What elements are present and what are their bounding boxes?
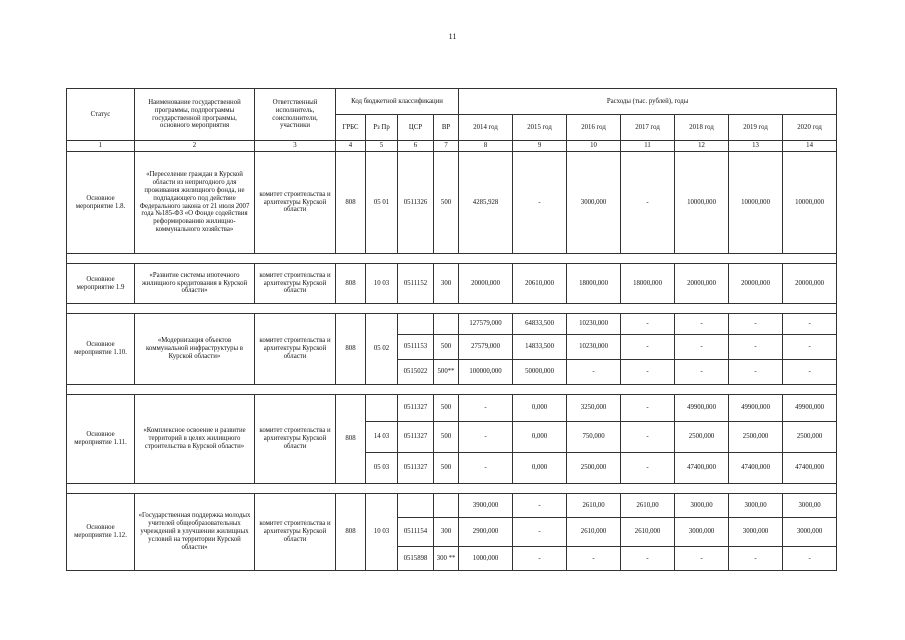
row-value: - bbox=[513, 494, 567, 518]
table-row bbox=[67, 395, 837, 422]
row-rzpr: 10 03 bbox=[366, 264, 398, 304]
row-value: - bbox=[621, 453, 675, 484]
row-value: 3000,000 bbox=[567, 152, 621, 254]
header-expenses: Расходы (тыс. рублей), годы bbox=[459, 89, 837, 115]
row-value: - bbox=[621, 335, 675, 360]
row-value: 0,000 bbox=[513, 395, 567, 422]
row-value: 10230,000 bbox=[567, 335, 621, 360]
row-responsible: комитет строительства и архитектуры Курской области bbox=[255, 395, 336, 484]
row-value: 10000,000 bbox=[783, 152, 837, 254]
row-csr: 0511327 bbox=[398, 453, 434, 484]
row-value: 127579,000 bbox=[459, 314, 513, 335]
row-name: «Переселение граждан в Курской области из непригодного для проживания жилищного фонда, не подпадающего под действие Федерального закона от 21 июля 2007 года №185-ФЗ «О Фонде содействия реформированию жилищно-коммунального хозяйства» bbox=[135, 152, 255, 254]
row-value: - bbox=[513, 547, 567, 571]
row-value: 27579,000 bbox=[459, 335, 513, 360]
row-value: 4285,928 bbox=[459, 152, 513, 254]
row-csr: 0511327 bbox=[398, 395, 434, 422]
column-number: 9 bbox=[513, 141, 567, 152]
row-responsible: комитет строительства и архитектуры Курской области bbox=[255, 152, 336, 254]
column-number: 14 bbox=[783, 141, 837, 152]
row-responsible: комитет строительства и архитектуры Курской области bbox=[255, 494, 336, 571]
row-value: 20000,000 bbox=[675, 264, 729, 304]
row-value: 2610,00 bbox=[621, 494, 675, 518]
header-year: 2015 год bbox=[513, 115, 567, 141]
header-kbk: Код бюджетной классификации bbox=[336, 89, 459, 115]
row-grbs: 808 bbox=[336, 152, 366, 254]
row-value: 47400,000 bbox=[729, 453, 783, 484]
row-csr bbox=[398, 314, 434, 335]
row-value: 49900,000 bbox=[729, 395, 783, 422]
row-grbs: 808 bbox=[336, 264, 366, 304]
row-vr: 500 bbox=[434, 335, 459, 360]
row-value: 64833,500 bbox=[513, 314, 567, 335]
row-value: 20610,000 bbox=[513, 264, 567, 304]
header-year: 2014 год bbox=[459, 115, 513, 141]
row-value: 49900,000 bbox=[675, 395, 729, 422]
row-value: - bbox=[729, 335, 783, 360]
table-row bbox=[67, 264, 837, 304]
row-responsible: комитет строительства и архитектуры Курской области bbox=[255, 314, 336, 385]
row-value: - bbox=[729, 314, 783, 335]
row-value: - bbox=[513, 152, 567, 254]
row-value: 3000,000 bbox=[729, 518, 783, 547]
row-value: - bbox=[675, 360, 729, 385]
row-status: Основное мероприятие 1.10. bbox=[67, 314, 135, 385]
row-value: 20000,000 bbox=[783, 264, 837, 304]
row-value: 2610,000 bbox=[621, 518, 675, 547]
row-csr: 0511327 bbox=[398, 422, 434, 453]
row-rzpr: 05 02 bbox=[366, 314, 398, 385]
row-vr: 500 bbox=[434, 152, 459, 254]
row-rzpr: 05 01 bbox=[366, 152, 398, 254]
row-value: - bbox=[459, 422, 513, 453]
column-number: 7 bbox=[434, 141, 459, 152]
row-value: - bbox=[621, 422, 675, 453]
row-csr: 0511153 bbox=[398, 335, 434, 360]
row-value: 3000,000 bbox=[783, 518, 837, 547]
row-value: 3000,000 bbox=[675, 518, 729, 547]
row-value: 10000,000 bbox=[729, 152, 783, 254]
row-vr bbox=[434, 314, 459, 335]
row-value: - bbox=[729, 360, 783, 385]
row-value: 3250,000 bbox=[567, 395, 621, 422]
row-value: 100000,000 bbox=[459, 360, 513, 385]
row-value: 47400,000 bbox=[783, 453, 837, 484]
header-rzpr: Рз Пр bbox=[366, 115, 398, 141]
row-grbs: 808 bbox=[336, 494, 366, 571]
row-csr: 0511154 bbox=[398, 518, 434, 547]
header-status: Статус bbox=[67, 89, 135, 141]
row-grbs: 808 bbox=[336, 314, 366, 385]
row-value: - bbox=[459, 453, 513, 484]
row-value: 2500,000 bbox=[567, 453, 621, 484]
row-value: - bbox=[675, 314, 729, 335]
row-vr: 500 bbox=[434, 453, 459, 484]
column-number: 4 bbox=[336, 141, 366, 152]
row-vr: 300 bbox=[434, 518, 459, 547]
row-vr: 500 bbox=[434, 395, 459, 422]
row-vr bbox=[434, 494, 459, 518]
column-number: 5 bbox=[366, 141, 398, 152]
header-year: 2018 год bbox=[675, 115, 729, 141]
budget-table bbox=[66, 88, 837, 571]
row-csr: 0515022 bbox=[398, 360, 434, 385]
row-name: «Развитие системы ипотечного жилищного кредитования в Курской области» bbox=[135, 264, 255, 304]
row-csr: 0511152 bbox=[398, 264, 434, 304]
header-responsible: Ответственный исполнитель, соисполнители, участники bbox=[255, 89, 336, 141]
row-rzpr: 14 03 bbox=[366, 422, 398, 453]
row-value: - bbox=[729, 547, 783, 571]
row-value: - bbox=[675, 335, 729, 360]
column-number: 13 bbox=[729, 141, 783, 152]
row-value: - bbox=[621, 547, 675, 571]
row-value: 2500,000 bbox=[675, 422, 729, 453]
column-number: 12 bbox=[675, 141, 729, 152]
row-value: 3900,000 bbox=[459, 494, 513, 518]
row-value: 18000,000 bbox=[567, 264, 621, 304]
row-status: Основное мероприятие 1.11. bbox=[67, 395, 135, 484]
header-grbs: ГРБС bbox=[336, 115, 366, 141]
row-csr: 0511326 bbox=[398, 152, 434, 254]
row-value: - bbox=[675, 547, 729, 571]
row-value: - bbox=[621, 360, 675, 385]
row-value: 18000,000 bbox=[621, 264, 675, 304]
row-value: 2610,00 bbox=[567, 494, 621, 518]
header-name: Наименование государственной программы, подпрограммы государственной программы, основного мероприятия bbox=[135, 89, 255, 141]
row-value: 2610,000 bbox=[567, 518, 621, 547]
row-value: 47400,000 bbox=[675, 453, 729, 484]
row-value: 50000,000 bbox=[513, 360, 567, 385]
row-value: 3000,00 bbox=[783, 494, 837, 518]
column-number: 8 bbox=[459, 141, 513, 152]
row-value: - bbox=[783, 314, 837, 335]
row-value: 14833,500 bbox=[513, 335, 567, 360]
table-row bbox=[67, 494, 837, 518]
header-csr: ЦСР bbox=[398, 115, 434, 141]
row-value: 750,000 bbox=[567, 422, 621, 453]
row-value: - bbox=[567, 360, 621, 385]
row-csr: 0515898 bbox=[398, 547, 434, 571]
header-vr: ВР bbox=[434, 115, 459, 141]
row-value: 1000,000 bbox=[459, 547, 513, 571]
row-grbs: 808 bbox=[336, 395, 366, 484]
row-value: - bbox=[513, 518, 567, 547]
row-status: Основное мероприятие 1.9 bbox=[67, 264, 135, 304]
row-vr: 300 ** bbox=[434, 547, 459, 571]
column-number: 1 bbox=[67, 141, 135, 152]
row-value: 20000,000 bbox=[729, 264, 783, 304]
column-number: 11 bbox=[621, 141, 675, 152]
row-status: Основное мероприятие 1.12. bbox=[67, 494, 135, 571]
row-value: - bbox=[621, 395, 675, 422]
row-value: 0,000 bbox=[513, 453, 567, 484]
row-value: 10230,000 bbox=[567, 314, 621, 335]
row-name: «Комплексное освоение и развитие территорий в целях жилищного строительства в Курской области» bbox=[135, 395, 255, 484]
row-rzpr: 05 03 bbox=[366, 453, 398, 484]
table-row bbox=[67, 152, 837, 254]
row-value: 49900,000 bbox=[783, 395, 837, 422]
row-value: 2500,000 bbox=[783, 422, 837, 453]
table-row bbox=[67, 314, 837, 335]
column-number: 10 bbox=[567, 141, 621, 152]
row-value: 3000,00 bbox=[729, 494, 783, 518]
row-rzpr bbox=[366, 395, 398, 422]
row-value: 2500,000 bbox=[729, 422, 783, 453]
row-name: «Модернизация объектов коммунальной инфраструктуры в Курской области» bbox=[135, 314, 255, 385]
header-year: 2017 год bbox=[621, 115, 675, 141]
row-csr bbox=[398, 494, 434, 518]
row-value: 3000,00 bbox=[675, 494, 729, 518]
row-vr: 500 bbox=[434, 422, 459, 453]
row-value: - bbox=[567, 547, 621, 571]
row-responsible: комитет строительства и архитектуры Курской области bbox=[255, 264, 336, 304]
row-value: - bbox=[783, 360, 837, 385]
row-rzpr: 10 03 bbox=[366, 494, 398, 571]
row-status: Основное мероприятие 1.8. bbox=[67, 152, 135, 254]
row-value: 0,000 bbox=[513, 422, 567, 453]
row-value: 20000,000 bbox=[459, 264, 513, 304]
column-number: 2 bbox=[135, 141, 255, 152]
row-value: 10000,000 bbox=[675, 152, 729, 254]
row-value: - bbox=[621, 152, 675, 254]
header-year: 2019 год bbox=[729, 115, 783, 141]
row-vr: 500** bbox=[434, 360, 459, 385]
row-value: - bbox=[783, 335, 837, 360]
row-value: - bbox=[621, 314, 675, 335]
row-value: 2900,000 bbox=[459, 518, 513, 547]
row-value: - bbox=[459, 395, 513, 422]
page-number: 11 bbox=[448, 32, 457, 41]
header-year: 2016 год bbox=[567, 115, 621, 141]
row-name: «Государственная поддержка молодых учителей общеобразовательных учреждений в улучшении жилищных условий на территории Курской области» bbox=[135, 494, 255, 571]
column-number: 3 bbox=[255, 141, 336, 152]
column-number: 6 bbox=[398, 141, 434, 152]
row-vr: 300 bbox=[434, 264, 459, 304]
row-value: - bbox=[783, 547, 837, 571]
header-year: 2020 год bbox=[783, 115, 837, 141]
